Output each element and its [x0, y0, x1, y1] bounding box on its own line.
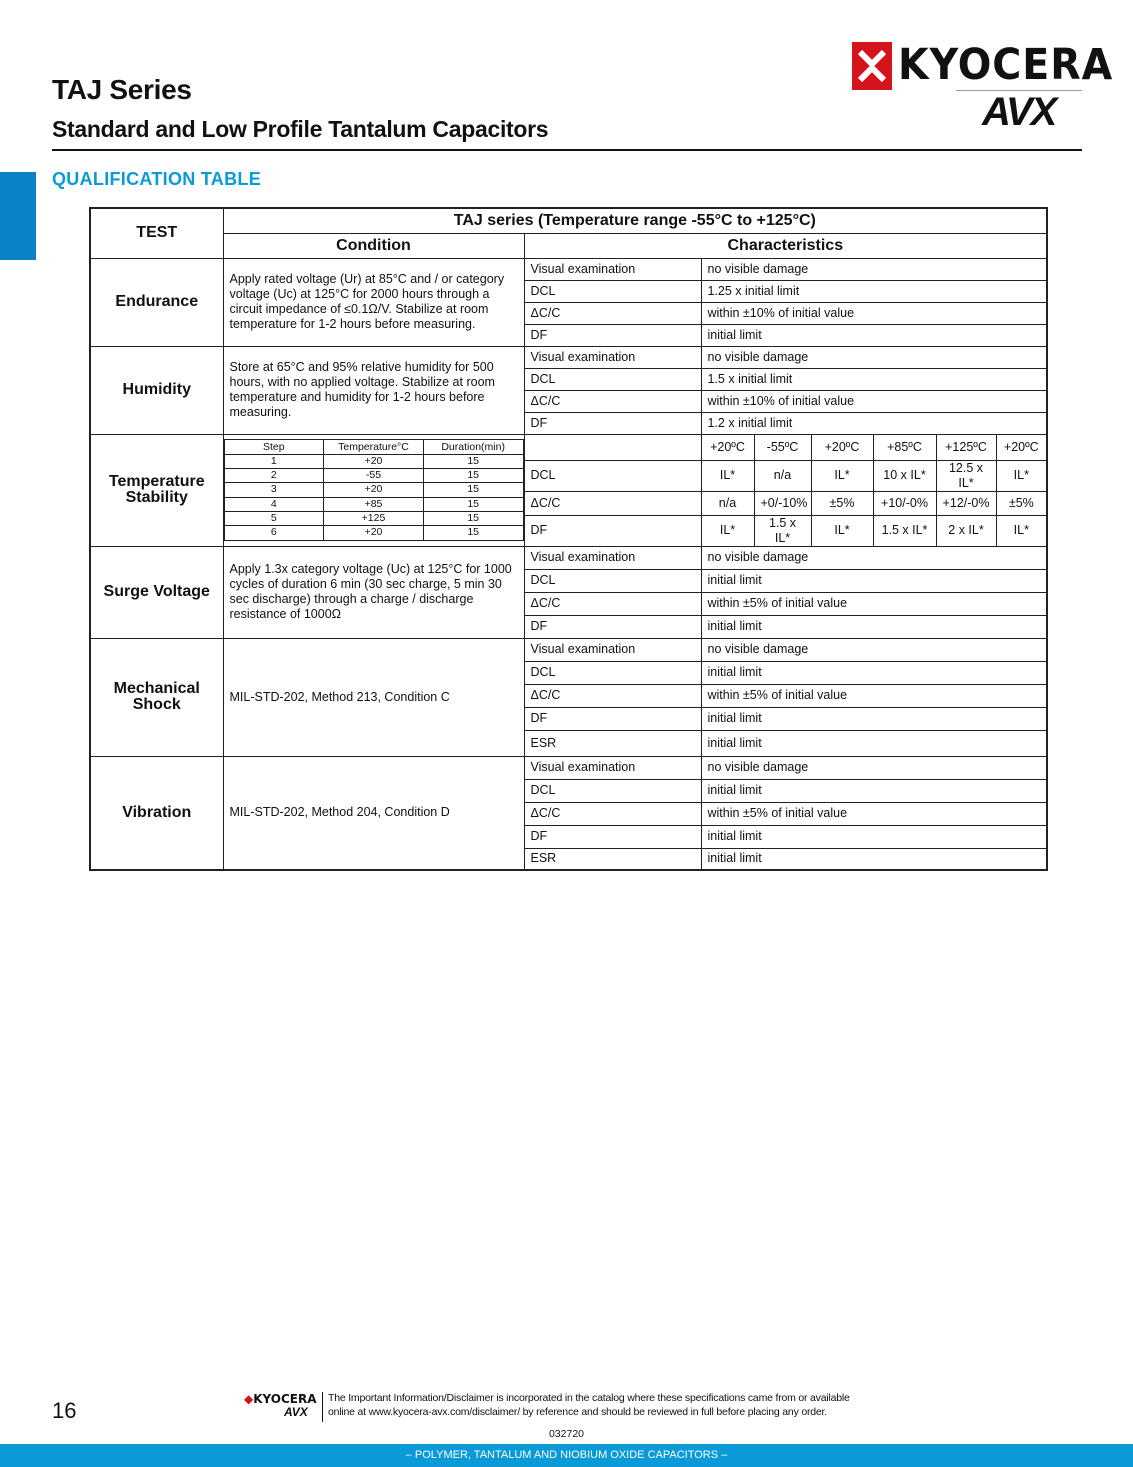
characteristic-label: ΔC/C	[524, 684, 701, 707]
characteristic-label: ESR	[524, 848, 701, 870]
characteristic-value: within ±5% of initial value	[701, 684, 1047, 707]
characteristic-value: IL*	[996, 460, 1047, 491]
test-name: Humidity	[90, 346, 223, 434]
footer-band: – POLYMER, TANTALUM AND NIOBIUM OXIDE CAPACITORS –	[0, 1444, 1133, 1467]
characteristic-label: DCL	[524, 368, 701, 390]
step-cell: +20	[324, 483, 424, 497]
characteristic-value: IL*	[701, 515, 754, 546]
step-cell: 15	[423, 483, 523, 497]
characteristic-label: Visual examination	[524, 546, 701, 569]
step-cell: 15	[423, 454, 523, 468]
step-cell: +85	[324, 497, 424, 511]
step-cell: 3	[224, 483, 324, 497]
step-cell: -55	[324, 469, 424, 483]
step-table-cell	[223, 434, 524, 546]
temperature-header: +20ºC	[996, 434, 1047, 460]
step-row	[224, 469, 523, 483]
characteristic-label-blank	[524, 434, 701, 460]
characteristic-label: ESR	[524, 730, 701, 756]
test-condition: Apply 1.3x category voltage (Uc) at 125°C for 1000 cycles of duration 6 min (30 sec charge, 5 min 30 sec discharge) through a charge / discharge resistance of 1000Ω	[223, 546, 524, 638]
step-header: Temperature°C	[324, 440, 424, 454]
characteristic-value: within ±5% of initial value	[701, 592, 1047, 615]
page-number: 16	[52, 1398, 77, 1423]
characteristic-value: n/a	[701, 491, 754, 515]
disclaimer	[328, 1392, 850, 1419]
characteristic-label: DF	[524, 412, 701, 434]
step-cell: +125	[324, 511, 424, 525]
characteristic-value: +10/-0%	[873, 491, 936, 515]
step-cell: 5	[224, 511, 324, 525]
qualification-table	[89, 207, 1048, 871]
characteristic-value: initial limit	[701, 730, 1047, 756]
characteristic-label: DCL	[524, 280, 701, 302]
temperature-header: +20ºC	[701, 434, 754, 460]
characteristic-label: DCL	[524, 661, 701, 684]
temperature-header: -55ºC	[754, 434, 811, 460]
characteristic-label: DF	[524, 324, 701, 346]
test-condition: MIL-STD-202, Method 204, Condition D	[223, 756, 524, 870]
test-name: Surge Voltage	[90, 546, 223, 638]
characteristic-value: initial limit	[701, 779, 1047, 802]
section-title: QUALIFICATION TABLE	[52, 169, 262, 189]
characteristic-label: ΔC/C	[524, 491, 701, 515]
characteristic-value: ±5%	[996, 491, 1047, 515]
step-cell: +20	[324, 526, 424, 540]
characteristic-value: initial limit	[701, 848, 1047, 870]
temperature-header: +85ºC	[873, 434, 936, 460]
table-row	[90, 756, 1047, 779]
step-header: Duration(min)	[423, 440, 523, 454]
table-title: TAJ series (Temperature range -55°C to +125°C)	[223, 208, 1047, 233]
characteristic-value: no visible damage	[701, 258, 1047, 280]
characteristic-value: 2 x IL*	[936, 515, 996, 546]
side-tab-marker	[0, 172, 36, 260]
step-cell: 15	[423, 469, 523, 483]
kyocera-avx-logo: KYOCERA AVX	[852, 42, 1084, 134]
characteristic-label: ΔC/C	[524, 390, 701, 412]
header-rule	[52, 149, 1082, 151]
characteristic-value: within ±10% of initial value	[701, 302, 1047, 324]
characteristic-value: IL*	[996, 515, 1047, 546]
table-row	[90, 638, 1047, 661]
characteristic-label: ΔC/C	[524, 592, 701, 615]
step-cell: +20	[324, 454, 424, 468]
page-subtitle: Standard and Low Profile Tantalum Capacitors	[52, 116, 549, 142]
table-row	[90, 258, 1047, 280]
series-title: TAJ Series	[52, 74, 192, 105]
temperature-header: +125ºC	[936, 434, 996, 460]
characteristic-value: no visible damage	[701, 546, 1047, 569]
characteristic-label: Visual examination	[524, 756, 701, 779]
step-cell: 2	[224, 469, 324, 483]
characteristic-value: n/a	[754, 460, 811, 491]
kyocera-mark-icon	[852, 42, 892, 90]
test-name: Endurance	[90, 258, 223, 346]
characteristic-value: +0/-10%	[754, 491, 811, 515]
characteristic-value: 1.25 x initial limit	[701, 280, 1047, 302]
characteristic-value: initial limit	[701, 661, 1047, 684]
characteristic-label: DF	[524, 825, 701, 848]
step-row	[224, 526, 523, 540]
characteristic-value: no visible damage	[701, 756, 1047, 779]
characteristic-value: initial limit	[701, 615, 1047, 638]
characteristic-label: DCL	[524, 460, 701, 491]
temperature-header: +20ºC	[811, 434, 873, 460]
table-row	[90, 434, 1047, 460]
characteristic-label: DF	[524, 615, 701, 638]
step-cell: 6	[224, 526, 324, 540]
footer-logo: ◆KYOCERA AVX	[244, 1392, 317, 1419]
characteristic-value: 1.2 x initial limit	[701, 412, 1047, 434]
document-code: 032720	[548, 1428, 585, 1440]
characteristic-value: 10 x IL*	[873, 460, 936, 491]
characteristic-value: 1.5 x initial limit	[701, 368, 1047, 390]
characteristic-value: no visible damage	[701, 638, 1047, 661]
characteristic-value: initial limit	[701, 324, 1047, 346]
characteristic-value: 12.5 x IL*	[936, 460, 996, 491]
step-cell: 1	[224, 454, 324, 468]
condition-header: Condition	[223, 233, 524, 258]
step-row	[224, 511, 523, 525]
characteristic-label: Visual examination	[524, 258, 701, 280]
characteristic-label: Visual examination	[524, 638, 701, 661]
characteristic-value: ±5%	[811, 491, 873, 515]
step-cell: 15	[423, 497, 523, 511]
characteristic-label: DCL	[524, 779, 701, 802]
characteristic-value: IL*	[811, 460, 873, 491]
characteristic-value: within ±10% of initial value	[701, 390, 1047, 412]
characteristic-value: IL*	[701, 460, 754, 491]
characteristic-label: ΔC/C	[524, 302, 701, 324]
test-name: Temperature Stability	[90, 434, 223, 546]
characteristic-label: ΔC/C	[524, 802, 701, 825]
characteristic-label: DCL	[524, 569, 701, 592]
characteristic-value: 1.5 x IL*	[873, 515, 936, 546]
characteristic-value: initial limit	[701, 825, 1047, 848]
step-table	[224, 439, 524, 540]
test-name: Mechanical Shock	[90, 638, 223, 756]
table-row	[90, 346, 1047, 368]
test-condition: MIL-STD-202, Method 213, Condition C	[223, 638, 524, 756]
step-row	[224, 483, 523, 497]
characteristics-header: Characteristics	[524, 233, 1047, 258]
test-header: TEST	[90, 208, 223, 258]
characteristic-value: IL*	[811, 515, 873, 546]
step-cell: 15	[423, 511, 523, 525]
characteristic-value: 1.5 x IL*	[754, 515, 811, 546]
step-cell: 4	[224, 497, 324, 511]
characteristic-value: initial limit	[701, 707, 1047, 730]
characteristic-value: initial limit	[701, 569, 1047, 592]
test-condition: Store at 65°C and 95% relative humidity for 500 hours, with no applied voltage. Stabilize at room temperature and humidity for 1-2 hours before measuring.	[223, 346, 524, 434]
characteristic-label: Visual examination	[524, 346, 701, 368]
characteristic-value: within ±5% of initial value	[701, 802, 1047, 825]
table-row	[90, 546, 1047, 569]
step-row	[224, 454, 523, 468]
step-header: Step	[224, 440, 324, 454]
disclaimer-line: The Important Information/Disclaimer is incorporated in the catalog where these specifications came from or available	[328, 1392, 850, 1404]
characteristic-value: +12/-0%	[936, 491, 996, 515]
test-condition: Apply rated voltage (Ur) at 85°C and / or category voltage (Uc) at 125°C for 2000 hours through a circuit impedance of ≤0.1Ω/V. Stabilize at room temperature for 1-2 hours before measuring.	[223, 258, 524, 346]
step-cell: 15	[423, 526, 523, 540]
footer-divider	[322, 1392, 323, 1422]
step-row	[224, 497, 523, 511]
characteristic-label: DF	[524, 515, 701, 546]
characteristic-label: DF	[524, 707, 701, 730]
characteristic-value: no visible damage	[701, 346, 1047, 368]
disclaimer-line: online at www.kyocera-avx.com/disclaimer/ by reference and should be reviewed in full before placing any order.	[328, 1405, 827, 1418]
test-name: Vibration	[90, 756, 223, 870]
